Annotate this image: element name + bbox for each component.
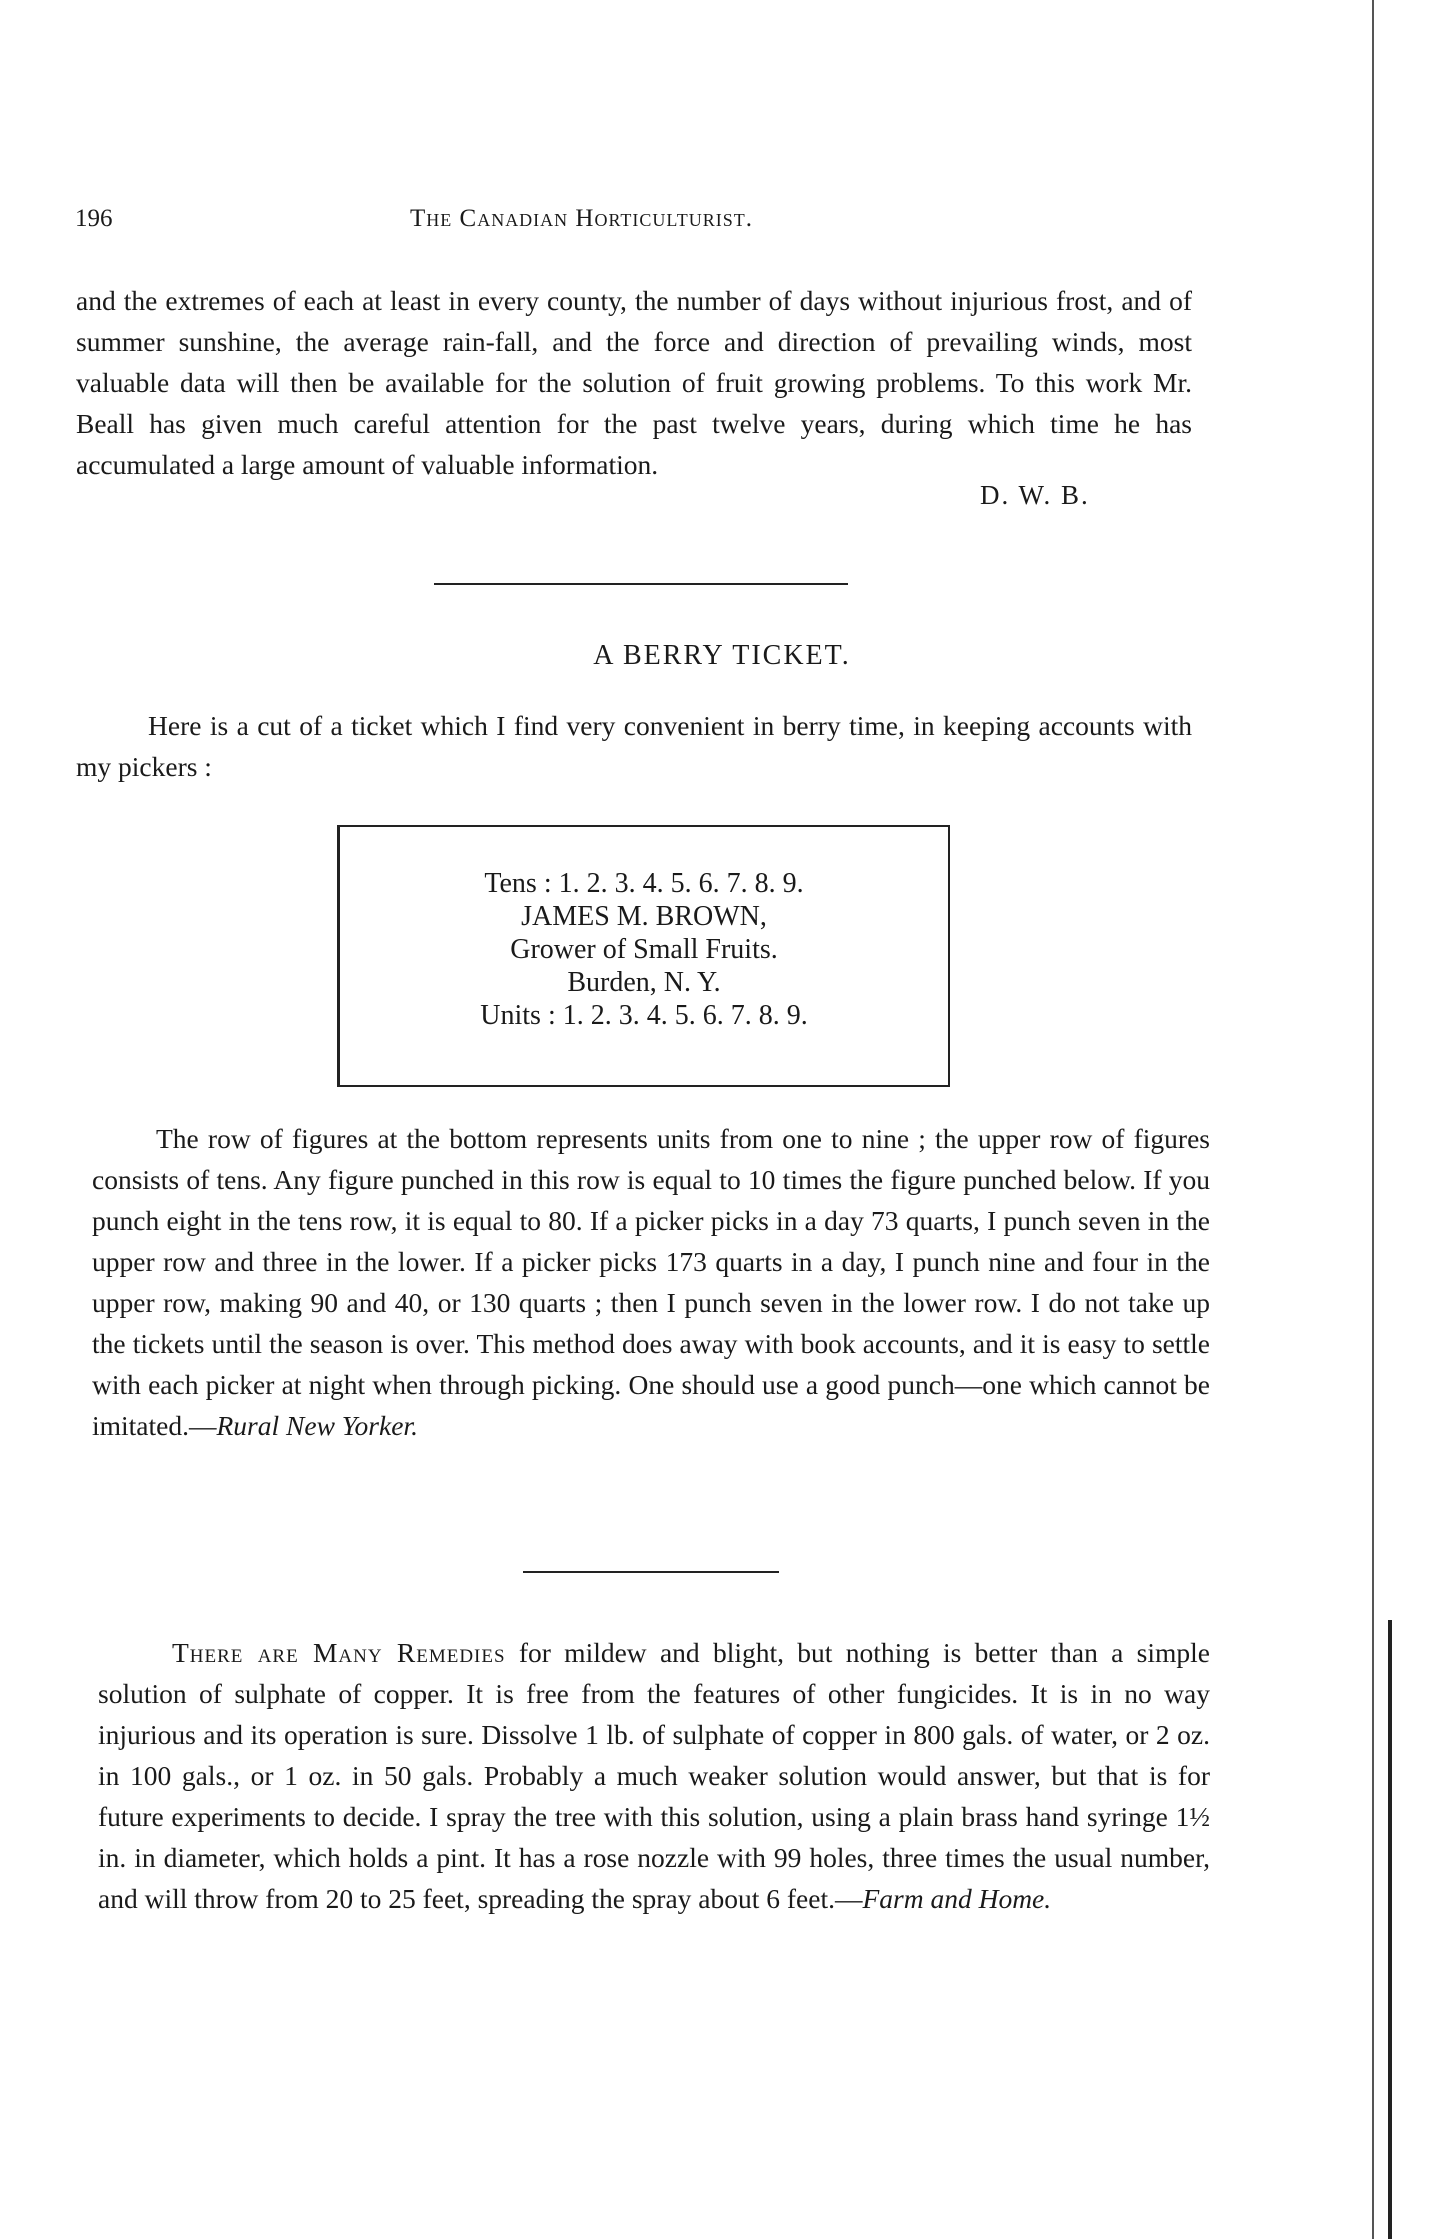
berry-ticket-figure	[337, 825, 950, 1087]
remedies-paragraph	[98, 1632, 1210, 1919]
page-edge-line	[1372, 0, 1374, 2239]
page-binding-shadow	[1388, 1620, 1392, 2239]
article-continuation: and the extremes of each at least in every county, the number of days without injurious frost, and of summer sunshine, the average rain-fall, and the force and direction of prevailing winds, most valuable data will then be available for the solution of fruit growing problems. To this work Mr. Beall has given much careful attention for the past twelve years, during which time he has accumulated a large amount of valuable information.	[76, 285, 1192, 480]
remedies-lead: There are Many Remedies	[172, 1637, 506, 1668]
page-header	[75, 205, 1215, 245]
remedies-source: Farm and Home.	[862, 1883, 1052, 1914]
author-signature: D. W. B.	[980, 480, 1090, 510]
ticket-units-row: Units : 1. 2. 3. 4. 5. 6. 7. 8. 9.	[480, 1000, 808, 1031]
section-divider-2	[523, 1571, 779, 1573]
ticket-place: Burden, N. Y.	[567, 967, 721, 998]
ticket-explanation-text: The row of figures at the bottom represents units from one to nine ; the upper row of figures consists of tens. Any figure punched in this row is equal to 10 times the figure punched below. If you punch eight in the tens row, it is equal to 80. If a picker picks in a day 73 quarts, I punch seven in the upper row and three in the lower. If a picker picks 173 quarts in a day, I punch nine and four in the upper row, making 90 and 40, or 130 quarts ; then I punch seven in the lower row. I do not take up the tickets until the season is over. This method does away with book accounts, and it is easy to settle with each picker at night when through picking. One should use a good punch—one which cannot be imitated.—	[92, 1123, 1210, 1441]
ticket-tens-row: Tens : 1. 2. 3. 4. 5. 6. 7. 8. 9.	[484, 868, 804, 899]
ticket-name: JAMES M. BROWN,	[521, 901, 767, 932]
section-divider	[434, 583, 848, 585]
ticket-explanation	[92, 1118, 1210, 1446]
section-title: A BERRY TICKET.	[593, 640, 851, 671]
source-citation: Rural New Yorker.	[216, 1410, 418, 1441]
running-title: The Canadian Horticulturist.	[410, 205, 753, 232]
ticket-occupation: Grower of Small Fruits.	[510, 934, 778, 965]
intro-paragraph: Here is a cut of a ticket which I find very convenient in berry time, in keeping accounts with my pickers :	[76, 710, 1192, 782]
remedies-text: for mildew and blight, but nothing is better than a simple solution of sulphate of copper. It is free from the features of other fungicides. It is in no way injurious and its operation is sure. Dissolve 1 lb. of sulphate of copper in 800 gals. of water, or 2 oz. in 100 gals., or 1 oz. in 50 gals. Probably a much weaker solution would answer, but that is for future experiments to decide. I spray the tree with this solution, using a plain brass hand syringe 1½ in. in diameter, which holds a pint. It has a rose nozzle with 99 holes, three times the usual number, and will throw from 20 to 25 feet, spreading the spray about 6 feet.—	[98, 1637, 1210, 1914]
page-number: 196	[75, 205, 113, 232]
